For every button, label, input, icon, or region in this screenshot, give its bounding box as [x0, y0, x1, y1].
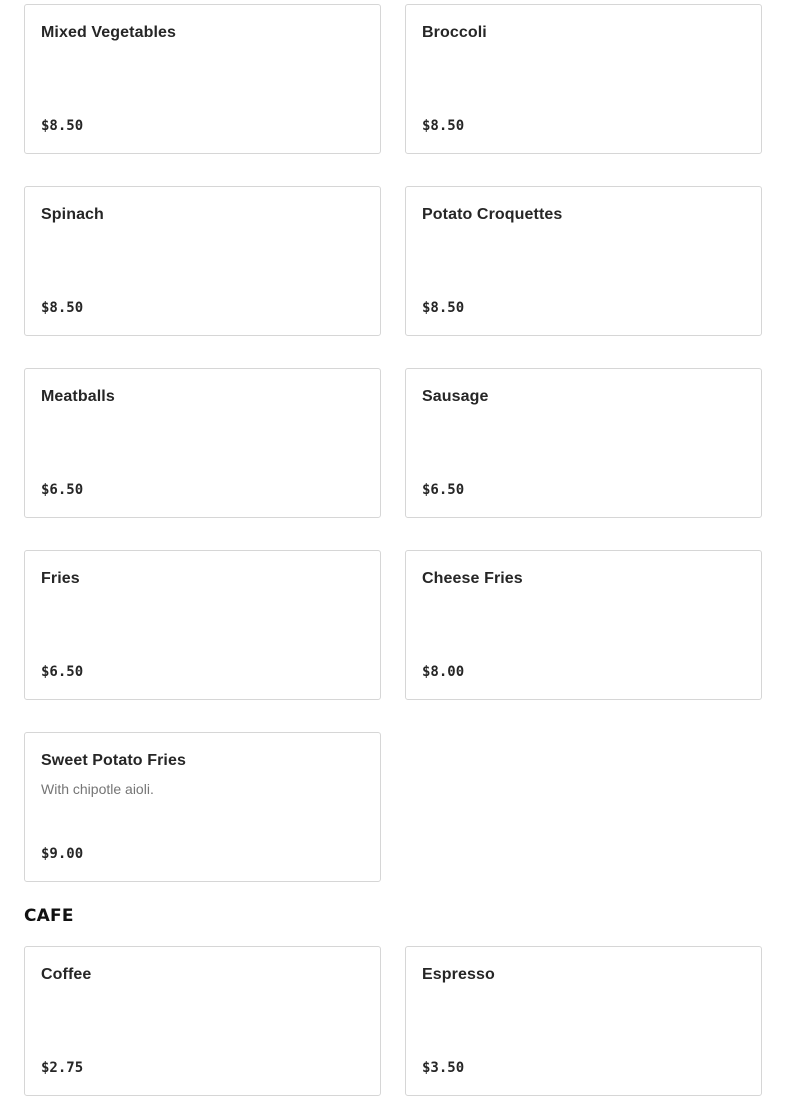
menu-item-card[interactable] — [405, 946, 762, 1096]
menu-item-card[interactable] — [405, 368, 762, 518]
menu-item-price: $6.50 — [41, 664, 84, 680]
menu-item-name: Sweet Potato Fries — [41, 752, 186, 769]
menu-item-card[interactable] — [405, 550, 762, 700]
menu-item-name: Coffee — [41, 966, 92, 983]
menu-item-price: $9.00 — [41, 846, 84, 862]
menu-item-price: $6.50 — [41, 482, 84, 498]
menu-item-price: $8.50 — [41, 118, 84, 134]
menu-item-price: $6.50 — [422, 482, 465, 498]
menu-item-name: Meatballs — [41, 388, 115, 405]
menu-item-price: $2.75 — [41, 1060, 84, 1076]
menu-item-name: Sausage — [422, 388, 489, 405]
menu-item-card[interactable] — [24, 550, 381, 700]
menu-item-name: Potato Croquettes — [422, 206, 563, 223]
menu-item-price: $3.50 — [422, 1060, 465, 1076]
menu-item-price: $8.50 — [422, 118, 465, 134]
menu-item-card[interactable] — [24, 186, 381, 336]
menu-item-name: Broccoli — [422, 24, 487, 41]
section-title-cafe: CAFE — [24, 906, 74, 926]
menu-item-price: $8.00 — [422, 664, 465, 680]
menu-item-card[interactable] — [405, 186, 762, 336]
menu-item-name: Cheese Fries — [422, 570, 523, 587]
menu-item-card[interactable] — [405, 4, 762, 154]
menu-item-price: $8.50 — [422, 300, 465, 316]
menu-item-card[interactable] — [24, 368, 381, 518]
menu-item-name: Espresso — [422, 966, 495, 983]
menu-item-name: Mixed Vegetables — [41, 24, 176, 41]
menu-item-card[interactable] — [24, 4, 381, 154]
menu-item-card[interactable] — [24, 732, 381, 882]
menu-item-name: Fries — [41, 570, 80, 587]
menu-item-card[interactable] — [24, 946, 381, 1096]
menu-item-price: $8.50 — [41, 300, 84, 316]
menu-item-description: With chipotle aioli. — [41, 781, 154, 797]
menu-item-name: Spinach — [41, 206, 104, 223]
